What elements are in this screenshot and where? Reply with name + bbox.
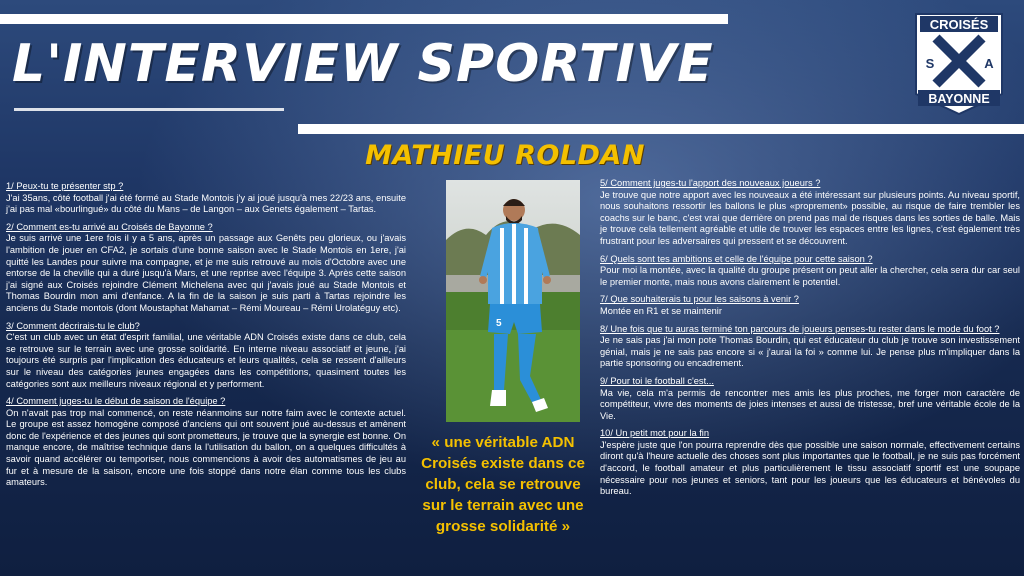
answer-3: C'est un club avec un état d'esprit familial, une véritable ADN Croisés existe dans ce club, cela se retrouve sur le terrain avec une grosse solidarité. En interne niveau associatif et jeune, j'ai toujours été surpris par l'implication des éducateurs et leurs qualités, cela se ressent d'ailleurs sur le niveau des catégories jeunes engagées dans les compétitions, quasiment toutes les catégories sont aux meilleurs niveaux régional et y performent.	[6, 332, 406, 389]
answer-6: Pour moi la montée, avec la qualité du groupe présent on peut aller la chercher, cela sera dur car seul le premier monte, mais nous avons clairement le potentiel.	[600, 265, 1020, 287]
answer-10: J'espère juste que l'on pourra reprendre dès que possible une saison normale, effectivement certains diront qu'à l'heure actuelle des choses sont plus importantes que le football, je ne suis pas forcément d'accord, le football amateur et plus particulièrement le tissu associatif sportif est une soupape nécessaire pour nos jeunes et seniors, tant pour les joueurs que les éducateurs et bénévoles du bureau.	[600, 439, 1020, 497]
answer-5: Je trouve que notre apport avec les nouveaux a été intéressant sur plusieurs points. Au niveau sportif, nous souhaitons ressortir les ballons le plus «proprement» possible, au risque de faire trembler les coachs sur le banc, c'est vrai que derrière on prend pas mal de risques dans les sorties de balle. Mais je trouve cela tellement agréable et utile de trouver les espaces entre les lignes, c'est également très frustrant pour les adversaires qui pressent et se découvrent.	[600, 189, 1020, 246]
pull-quote: « une véritable ADN Croisés existe dans ce club, cela se retrouve sur le terrain avec une grosse solidarité »	[421, 434, 585, 535]
logo-left-letter: S	[925, 56, 935, 71]
logo-top-text: CROISÉS	[929, 17, 989, 32]
question-4: 4/ Comment juges-tu le début de saison de l'équipe ?	[6, 396, 226, 407]
question-7: 7/ Que souhaiterais tu pour les saisons à venir ?	[600, 294, 799, 305]
header-stripe-top	[0, 14, 728, 24]
shirt-number: 5	[496, 318, 502, 329]
question-2: 2/ Comment es-tu arrivé au Croisés de Bayonne ?	[6, 221, 213, 232]
answer-4: On n'avait pas trop mal commencé, on reste néanmoins sur notre faim avec le contexte actuel. Le groupe est assez homogène composé d'anciens qui ont souvent joué au-dessus et amènent donc de l'expérience et des jeunes qui sont prometteurs, je trouve que la synergie est bonne. On manque encore, de maîtrise technique dans la l'utilisation du ballon, on a quelques difficultés à savoir quand accélérer ou temporiser, nous commencions à avoir des automatismes de jeu au fur et à mesure de la saison, encore une fois stoppé dans notre élan comme tous les clubs amateurs.	[6, 407, 406, 488]
answer-2: Je suis arrivé une 1ere fois il y a 5 ans, après un passage aux Genêts peu glorieux, ou j'avais l'ambition de jouer en CFA2, je sortais d'une bonne saison avec le Stade Montois en 1ere, j'ai quitté les Landes pour suivre ma compagne, et je me suis retrouvé au mois d'Octobre avec une entorse de la cheville qui a duré jusqu'à Mars, et une reprise avec l'équipe 3. Après cette saison j'ai signé aux Croisés rejoindre Clément Michelena avec qui j'avais joué au Stade Montois et Thomas Bourdin mon ami d'enfance. A la fin de la saison je suis parti à Tartas rejoindre les anciens du Stade montois (dont Moustaphat Mahamat – Rémi Moureau – Rémi Urolatéguy etc).	[6, 233, 406, 313]
question-10: 10/ Un petit mot pour la fin	[600, 428, 710, 439]
club-logo	[912, 10, 1006, 116]
logo-bottom-text: BAYONNE	[928, 92, 990, 106]
question-1: 1/ Peux-tu te présenter stp ?	[6, 181, 124, 191]
answer-9: Ma vie, cela m'a permis de rencontrer mes amis les plus proches, me forger mon caractère de compétiteur, vivre des moments de joies intenses et aussi de tristesse, bref une véritable école de la Vie.	[600, 387, 1020, 421]
interview-left-column	[6, 181, 406, 489]
header-stripe-right	[298, 124, 1024, 134]
answer-8: Je ne sais pas j'ai mon pote Thomas Bourdin, qui est éducateur du club je trouve son investissement génial, mais je ne sais pas encore si « j'aurai la foi » comme lui. Je pense plus m'impliquer dans la partie sponsoring ou encadrement.	[600, 335, 1020, 369]
question-9: 9/ Pour toi le football c'est...	[600, 375, 714, 386]
question-8: 8/ Une fois que tu auras terminé ton parcours de joueurs penses-tu rester dans le mode du foot ?	[600, 323, 1000, 334]
answer-7: Montée en R1 et se maintenir	[600, 305, 722, 316]
interview-right-column	[600, 178, 1020, 498]
question-3: 3/ Comment décrirais-tu le club?	[6, 320, 140, 331]
question-5: 5/ Comment juges-tu l'apport des nouveaux joueurs ?	[600, 178, 821, 188]
title-underline	[14, 108, 284, 111]
answer-1: J'ai 35ans, côté football j'ai été formé au Stade Montois j'y ai joué jusqu'à mes 22/23 ans, ensuite j'ai pas mal «bourlingué» du côté du Mans – de Langon – aux Genets également – Tartas.	[6, 192, 406, 215]
logo-right-letter: A	[984, 56, 994, 71]
player-name: MATHIEU ROLDAN	[365, 140, 645, 171]
player-photo	[446, 180, 580, 422]
page-title: L'INTERVIEW SPORTIVE	[12, 34, 714, 94]
question-6: 6/ Quels sont tes ambitions et celle de l'équipe pour cette saison ?	[600, 253, 873, 264]
